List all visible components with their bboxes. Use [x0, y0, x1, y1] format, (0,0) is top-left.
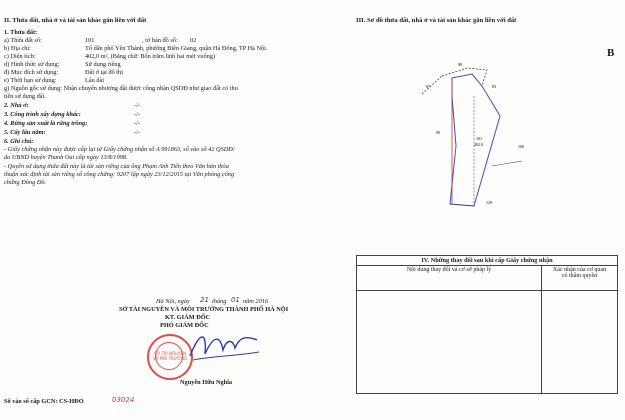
section-iii-title: III. Sơ đồ thửa đất, nhà ở và tài sản khác gắn liền với đất [356, 17, 517, 24]
map-label-101: 101 [476, 136, 482, 141]
note-1-line-2: do UBND huyện Thanh Oai cấp ngày 13/8/1998. [4, 154, 128, 161]
date-month: 01 [231, 296, 240, 304]
map-label-98: 98 [458, 62, 462, 67]
map-label-83: 83 [492, 84, 496, 89]
note-1-line-1: - Giấy chứng nhận này được cấp lại từ Giấy chứng nhận số A 991863, sổ vào sổ 42 QSDĐ/ [4, 146, 235, 153]
signer-name: Nguyễn Hữu Nghĩa [180, 379, 233, 386]
purpose-value: Đất ở tại đô thị [85, 69, 123, 76]
perennial-label: 5. Cây lâu năm: [4, 129, 46, 136]
changes-title: IV. Những thay đổi sau khi cấp Giấy chứng nhận [357, 256, 618, 266]
address-label: b) Địa chỉ: [4, 45, 31, 52]
land-heading: 1. Thửa đất: [4, 29, 38, 36]
date-year: năm 2016 [243, 298, 269, 305]
deputy-director: PHÓ GIÁM ĐỐC [160, 322, 209, 329]
parcel-value: 101 [85, 37, 95, 44]
term-label: e) Thời hạn sử dụng: [4, 77, 57, 84]
house-value: -/- [134, 102, 140, 109]
house-label: 2. Nhà ở: [4, 102, 29, 109]
changes-content-cell [357, 291, 542, 394]
construction-label: 3. Công trình xây dựng khác: [4, 111, 81, 118]
map-label-90: 90 [436, 130, 440, 135]
sheet-value: 02 [190, 37, 197, 44]
section-ii-title: II. Thửa đất, nhà ở và tài sản khác gắn liền với đất [4, 17, 147, 24]
notes-label: 6. Ghi chú: [4, 138, 34, 145]
changes-table [356, 255, 618, 394]
kt-director: KT. GIÁM ĐỐC [165, 314, 211, 321]
forest-label: 4. Rừng sản xuất là rừng trồng: [4, 120, 88, 127]
map-label-area: 402.0 [474, 142, 483, 147]
parcel-label: a) Thửa đất số: [4, 37, 42, 44]
month-prefix: tháng [212, 298, 227, 305]
page-letter: B [607, 47, 615, 59]
forest-value: -/- [134, 120, 140, 127]
area-label: c) Diện tích: [4, 53, 36, 60]
address-value: Tổ dân phố Yên Thành, phường Biên Giang, quận Hà Đông, TP Hà Nội. [85, 45, 268, 52]
changes-authority-cell [542, 291, 618, 394]
parcel-map [412, 56, 532, 216]
map-label-129: 129 [486, 200, 492, 205]
note-2-line-3: chứng Đông Đô. [4, 179, 47, 186]
official-seal: SỞ TÀI NGUYÊN VÀ MÔI TRƯỜNG [147, 334, 193, 380]
map-label-67: 67 [426, 84, 430, 89]
date-day: 21 [200, 296, 209, 304]
origin-line-1: g) Nguồn gốc sử dụng: Nhận chuyển nhượng đất được công nhận QSDĐ như giao đất có thu [4, 85, 238, 92]
term-value: Lâu dài [85, 77, 105, 84]
note-2-line-2: thuận xác định tài sản riêng số công chứng: 9207 lập ngày 23/12/2015 tại Văn phòng công [4, 171, 235, 178]
area-value: 402,0 m², (Bằng chữ: Bốn trăm linh hai mét vuông) [85, 53, 215, 60]
form-value: Sử dụng riêng [85, 61, 121, 68]
perennial-value: -/- [134, 129, 140, 136]
note-2-line-1: - Quyền sử dụng thửa đất này là tài sản riêng của ông Phạm Anh Tiến theo Văn bản thỏa [4, 163, 229, 170]
origin-line-2: tiền sử dụng đất. [4, 93, 46, 100]
purpose-label: đ) Mục đích sử dụng: [4, 69, 59, 76]
department-name: SỞ TÀI NGUYÊN VÀ MÔI TRƯỜNG THÀNH PHỐ HÀ NỘI [119, 306, 289, 313]
construction-value: -/- [134, 111, 140, 118]
gcn-number: 03024 [112, 396, 135, 404]
signature-scribble [185, 326, 265, 366]
form-label: d) Hình thức sử dụng: [4, 61, 60, 68]
gcn-label: Số vào sổ cấp GCN: CS-HĐO [4, 398, 84, 405]
col-authority-header: Xác nhận của cơ quan có thẩm quyền [542, 266, 618, 291]
map-label-106: 106 [518, 144, 524, 149]
sheet-label: , tờ bản đồ số: [142, 37, 178, 44]
col-content-header: Nội dung thay đổi và cơ sở pháp lý [357, 266, 542, 291]
date-prefix: Hà Nội, ngày [156, 298, 190, 305]
